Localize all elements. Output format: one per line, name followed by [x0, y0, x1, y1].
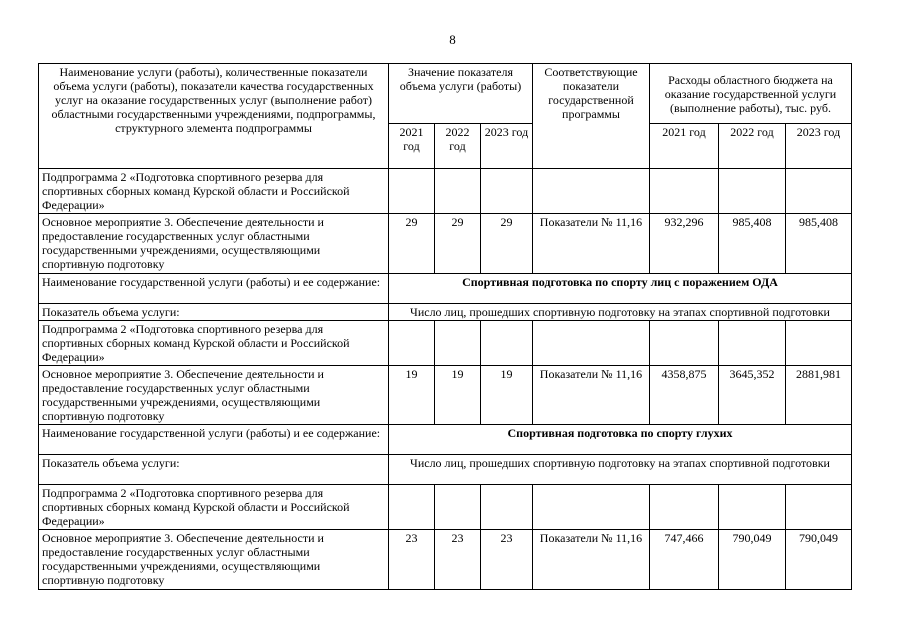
expense-cell: 985,408	[786, 214, 852, 274]
activity-row	[39, 214, 852, 274]
budget-table	[38, 63, 852, 590]
expense-cell: 3645,352	[719, 366, 786, 425]
value-cell: 29	[481, 214, 533, 274]
header-expenses-cell: Расходы областного бюджета на оказание государственной услуги (выполнение работы), тыс. руб.	[650, 64, 852, 124]
program-cell: Показатели № 11,16	[533, 530, 650, 590]
indicator-value-cell: Число лиц, прошедших спортивную подготовку на этапах спортивной подготовки	[389, 304, 852, 321]
value-cell: 29	[389, 214, 435, 274]
activity-name-cell: Основное мероприятие 3. Обеспечение деятельности и предоставление государственных услуг областными государственными учреждениями, осуществляющими спортивную подготовку	[39, 214, 389, 274]
value-cell: 23	[435, 530, 481, 590]
service-label-cell: Наименование государственной услуги (работы) и ее содержание:	[39, 425, 389, 455]
program-cell: Показатели № 11,16	[533, 214, 650, 274]
subprogram-cell: Подпрограмма 2 «Подготовка спортивного резерва для спортивных сборных команд Курской области и Российской Федерации»	[39, 485, 389, 530]
value-cell: 23	[389, 530, 435, 590]
service-row	[39, 274, 852, 304]
subprogram-row	[39, 485, 852, 530]
value-cell: 19	[435, 366, 481, 425]
expense-cell: 4358,875	[650, 366, 719, 425]
indicator-row	[39, 455, 852, 485]
expense-cell: 747,466	[650, 530, 719, 590]
header-row	[39, 64, 852, 124]
value-cell: 29	[435, 214, 481, 274]
header-year-cell: 2023 год	[786, 124, 852, 169]
service-value-cell: Спортивная подготовка по спорту лиц с поражением ОДА	[389, 274, 852, 304]
indicator-value-cell: Число лиц, прошедших спортивную подготовку на этапах спортивной подготовки	[389, 455, 852, 485]
value-cell: 23	[481, 530, 533, 590]
subprogram-row	[39, 321, 852, 366]
expense-cell: 790,049	[786, 530, 852, 590]
expense-cell: 985,408	[719, 214, 786, 274]
activity-name-cell: Основное мероприятие 3. Обеспечение деятельности и предоставление государственных услуг областными государственными учреждениями, осуществляющими спортивную подготовку	[39, 366, 389, 425]
header-year-cell: 2022 год	[719, 124, 786, 169]
indicator-label-cell: Показатель объема услуги:	[39, 455, 389, 485]
value-cell: 19	[481, 366, 533, 425]
service-row	[39, 425, 852, 455]
indicator-row	[39, 304, 852, 321]
header-year-cell: 2021 год	[389, 124, 435, 169]
activity-row	[39, 366, 852, 425]
subprogram-cell: Подпрограмма 2 «Подготовка спортивного резерва для спортивных сборных команд Курской области и Российской Федерации»	[39, 321, 389, 366]
program-cell: Показатели № 11,16	[533, 366, 650, 425]
subprogram-cell: Подпрограмма 2 «Подготовка спортивного резерва для спортивных сборных команд Курской области и Российской Федерации»	[39, 169, 389, 214]
expense-cell: 932,296	[650, 214, 719, 274]
page-number: 8	[449, 32, 456, 47]
header-name-cell: Наименование услуги (работы), количественные показатели объема услуги (работы), показатели качества государственных услуг на оказание государственных услуг (выполнение работ) областными государственными учреждениями, подпрограммы, структурного элемента подпрограммы	[39, 64, 389, 169]
indicator-label-cell: Показатель объема услуги:	[39, 304, 389, 321]
subprogram-row	[39, 169, 852, 214]
activity-name-cell: Основное мероприятие 3. Обеспечение деятельности и предоставление государственных услуг областными государственными учреждениями, осуществляющими спортивную подготовку	[39, 530, 389, 590]
expense-cell: 2881,981	[786, 366, 852, 425]
activity-row	[39, 530, 852, 590]
header-program-cell: Соответствующие показатели государственной программы	[533, 64, 650, 169]
service-label-cell: Наименование государственной услуги (работы) и ее содержание:	[39, 274, 389, 304]
value-cell: 19	[389, 366, 435, 425]
header-value-cell: Значение показателя объема услуги (работы)	[389, 64, 533, 124]
header-year-cell: 2021 год	[650, 124, 719, 169]
expense-cell: 790,049	[719, 530, 786, 590]
header-year-cell: 2023 год	[481, 124, 533, 169]
header-year-cell: 2022 год	[435, 124, 481, 169]
service-value-cell: Спортивная подготовка по спорту глухих	[389, 425, 852, 455]
